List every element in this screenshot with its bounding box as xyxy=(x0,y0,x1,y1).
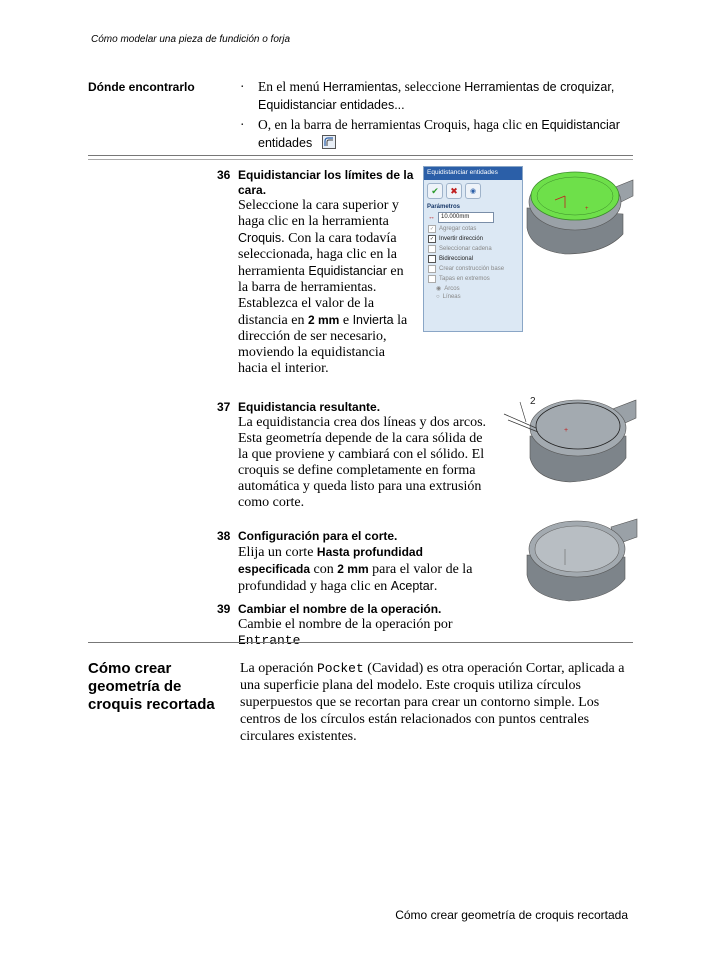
step-body: La equidistancia crea dos líneas y dos arcos. Esta geometría depende de la cara sólida de la que proviene y cambiará con el sólido. El croquis se define completamente en forma automática y queda listo para una extrusión como corte. xyxy=(238,415,487,510)
caps-option[interactable]: Tapas en extremos xyxy=(428,275,518,283)
step-number: 38 xyxy=(217,529,231,543)
where-to-find-label: Dónde encontrarlo xyxy=(88,80,195,94)
model-offset-result-image xyxy=(500,392,640,492)
lines-radio[interactable]: ○ Líneas xyxy=(436,294,461,300)
add-dimensions-option[interactable]: ✓ Agregar cotas xyxy=(429,226,477,232)
ok-check-icon[interactable]: ✔ xyxy=(427,183,443,199)
step-title: Cambiar el nombre de la operación. xyxy=(238,602,442,616)
section-title: Cómo crear geometría de croquis recortada xyxy=(88,660,215,713)
step-title: Equidistancia resultante. xyxy=(238,400,381,414)
construction-option[interactable]: Crear construcción base xyxy=(428,265,518,273)
bidirectional-option[interactable]: Bidireccional xyxy=(428,255,518,263)
step-39 xyxy=(238,602,494,648)
running-header: Cómo modelar una pieza de fundición o forja xyxy=(91,34,291,45)
distance-row xyxy=(428,212,518,223)
step-number: 39 xyxy=(217,602,231,616)
cancel-x-icon[interactable]: ✖ xyxy=(446,183,462,199)
arcs-radio[interactable]: ◉ Arcos xyxy=(436,285,460,292)
bullet-dot-icon: · xyxy=(240,117,245,132)
bullet-toolbar: · O, en la barra de herramientas Croquis, haga clic en Equidistanciar entidades xyxy=(240,117,620,150)
separator-rule xyxy=(88,159,633,160)
svg-text:+: + xyxy=(564,427,569,434)
step-number: 37 xyxy=(217,400,231,414)
step-38 xyxy=(238,529,494,595)
reverse-direction-option[interactable]: ✓ Invertir dirección xyxy=(429,236,484,242)
svg-text:+: + xyxy=(585,206,589,212)
select-chain-option[interactable]: Seleccionar cadena xyxy=(428,245,518,253)
step-36 xyxy=(238,168,416,377)
offset-entities-tool-icon xyxy=(322,135,336,149)
step-number: 36 xyxy=(217,168,231,182)
section-body: La operación Pocket (Cavidad) es otra operación Cortar, aplicada a una superficie plana del modelo. Este croquis utiliza círculos superpuestos que se recortan para crear un contorno simple. Los centros de los círculos están relacionados con puntos centrales circulares existentes. xyxy=(240,661,625,744)
bullet-dot-icon: · xyxy=(240,79,245,94)
step-37 xyxy=(238,400,494,511)
separator-rule xyxy=(88,642,633,643)
panel-title: Equidistanciar entidades xyxy=(424,167,522,180)
step-body: Cambie el nombre de la operación por Entrante xyxy=(238,617,453,648)
running-footer: Cómo crear geometría de croquis recortada xyxy=(395,908,628,922)
step-title: Equidistanciar los límites de la cara. xyxy=(238,168,414,197)
dimension-label: 2 xyxy=(530,396,536,407)
parameters-section-label: Parámetros xyxy=(427,204,461,210)
step-title: Configuración para el corte. xyxy=(238,529,398,543)
help-icon[interactable]: ◉ xyxy=(465,183,481,199)
bullet-menu: · En el menú Herramientas, seleccione Herramientas de croquizar, Equidistanciar entidades... xyxy=(240,79,615,112)
offset-entities-panel xyxy=(423,166,523,332)
where-bullets xyxy=(240,78,630,154)
step-body: Seleccione la cara superior y haga clic en la herramienta Croquis. Con la cara todavía seleccionada, haga clic en la herramienta Equidistanciar en la barra de herramientas. Establezca el valor de la distancia en 2 mm e Invierta la dirección de ser necesario, moviendo la equidistancia hacia el interior. xyxy=(238,198,408,376)
distance-icon: ↔ xyxy=(428,214,435,221)
model-cut-preview-image xyxy=(525,515,640,605)
step-body: Elija un corte Hasta profundidad especificada con 2 mm para el valor de la profundidad y haga clic en Aceptar. xyxy=(238,545,473,594)
distance-input[interactable]: 10.000mm xyxy=(438,212,494,223)
separator-rule xyxy=(88,155,633,156)
model-selected-face-image xyxy=(525,166,635,266)
